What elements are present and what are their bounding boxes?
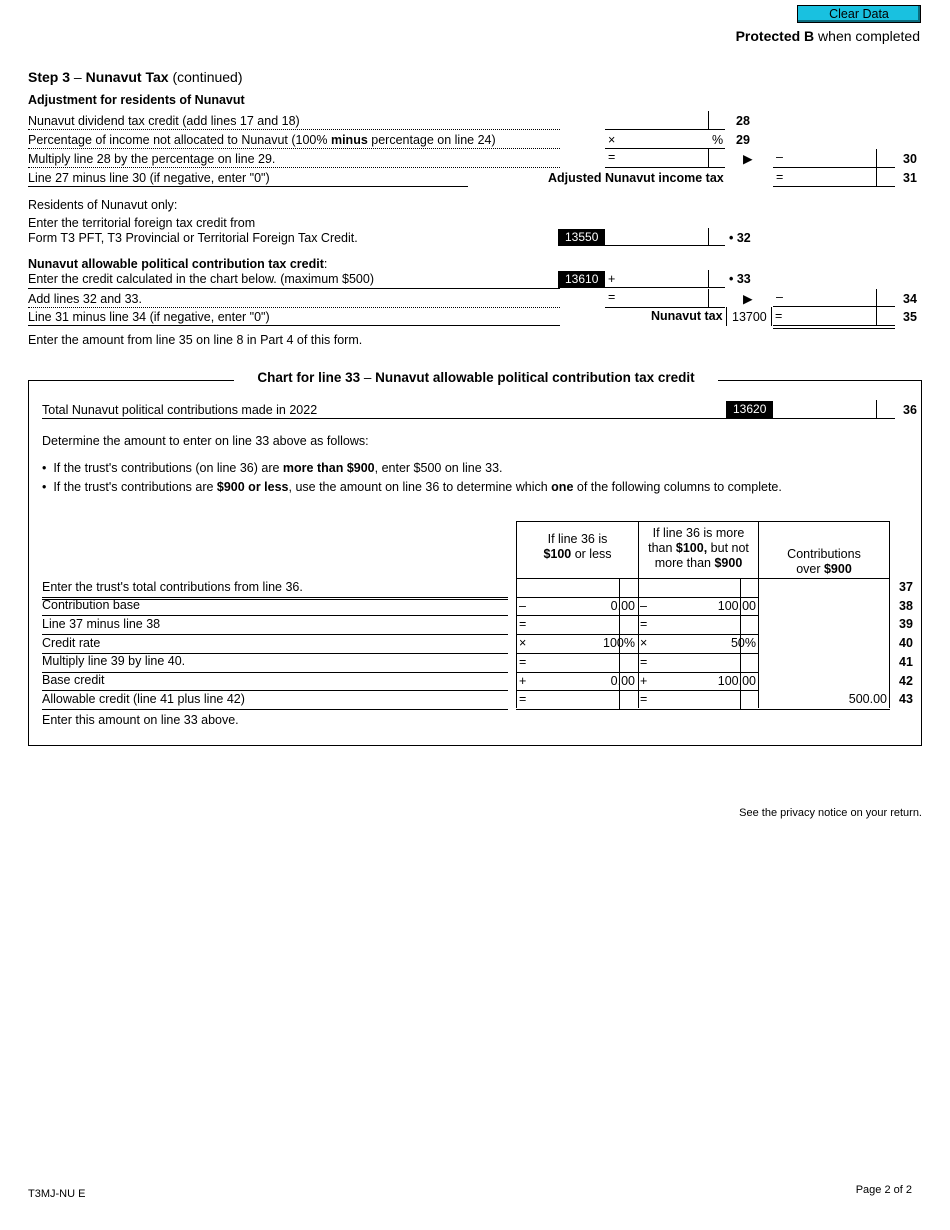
step-label: Step 3	[28, 69, 71, 85]
col2-a: If line 36 is more	[652, 526, 745, 540]
bullet-1-bold: more than $900	[282, 461, 375, 475]
line-36-label: Total Nunavut political contributions made in 2022	[42, 403, 318, 417]
line-29-text-bold: minus	[330, 133, 368, 147]
chart-line-number: 42	[899, 673, 913, 688]
column-3-value[interactable]: 500.00	[848, 692, 887, 707]
line-31-label: Line 27 minus line 30 (if negative, enter "0")	[28, 171, 270, 185]
row-underline	[42, 709, 508, 710]
line-number-28: 28	[736, 114, 750, 128]
equals-sign-34: =	[608, 290, 616, 304]
column-2-operator: ×	[640, 636, 648, 651]
cell-divider	[619, 579, 620, 598]
line-32-label-1: Enter the territorial foreign tax credit from	[28, 216, 256, 230]
bullet-1-a: If the trust's contributions (on line 36) are	[53, 461, 283, 475]
line-35-input[interactable]	[786, 308, 874, 324]
column-1-value[interactable]: 100%	[603, 636, 635, 651]
bullet-1-b: , enter $500 on line 33.	[374, 461, 503, 475]
chart-title	[234, 370, 718, 390]
nunavut-tax-caption: Nunavut tax	[651, 309, 723, 323]
chart-row-label: Enter the trust's total contributions from line 36.	[42, 579, 303, 594]
column-1-operator: –	[519, 598, 526, 613]
line-35-note: Enter the amount from line 35 on line 8 in Part 4 of this form.	[28, 333, 363, 347]
equals-sign-31: =	[776, 170, 784, 184]
chart-row-label: Multiply line 39 by line 40.	[42, 654, 186, 669]
line-number-30: 30	[903, 152, 917, 166]
step-dash: –	[70, 69, 86, 85]
cell-bottom-line	[516, 690, 758, 691]
line-number-29: 29	[736, 133, 750, 147]
col3-a: Contributions	[787, 547, 861, 561]
line-29-text-b: percentage on line 24)	[367, 133, 496, 147]
chart-line-number: 43	[899, 692, 913, 707]
chart-line-number: 37	[899, 580, 913, 594]
column-1-value[interactable]: 0.00	[610, 598, 635, 613]
line-number-36: 36	[903, 403, 917, 417]
column-header-1	[517, 532, 638, 562]
column-1-operator: =	[519, 692, 527, 707]
chart-row-label: Contribution base	[42, 598, 140, 613]
col3-bold: $900	[823, 562, 852, 576]
line-number-34: 34	[903, 292, 917, 306]
cell-bottom-line	[516, 597, 758, 598]
bullet-1: • If the trust's contributions (on line 36) are more than $900, enter $500 on line 33.	[42, 461, 503, 475]
line-29-text-a: Percentage of income not allocated to Nunavut (100%	[28, 133, 331, 147]
column-2-operator: =	[640, 654, 648, 669]
protected-notice	[736, 28, 920, 44]
column-2-value[interactable]: 100.00	[717, 673, 756, 688]
column-2-operator: +	[640, 673, 648, 688]
line-28-label: Nunavut dividend tax credit (add lines 17 and 18)	[28, 114, 300, 128]
row-underline	[42, 634, 508, 635]
column-1-operator: ×	[519, 636, 527, 651]
line-number-33: • 33	[729, 272, 751, 286]
column-2-operator: =	[640, 617, 648, 632]
determine-text: Determine the amount to enter on line 33 above as follows:	[42, 434, 369, 448]
chart-line-number: 41	[899, 654, 913, 669]
code-13550: 13550	[558, 229, 605, 246]
bullet-2-c: of the following columns to complete.	[573, 480, 782, 494]
table-bottom-line	[516, 709, 890, 710]
col1-a: If line 36 is	[547, 532, 608, 546]
cell-divider	[619, 691, 620, 710]
chart-row-label: Base credit	[42, 673, 105, 687]
adjustment-heading: Adjustment for residents of Nunavut	[28, 93, 245, 107]
times-sign: ×	[608, 133, 616, 147]
line-35-label: Line 31 minus line 34 (if negative, enter "0")	[28, 310, 270, 324]
protected-b-label: Protected B	[735, 28, 815, 44]
column-2-value[interactable]: 100.00	[717, 598, 756, 613]
column-2-operator: –	[640, 598, 647, 613]
line-33-heading-text: Nunavut allowable political contribution tax credit	[28, 257, 324, 271]
col1-bold: $100	[543, 547, 572, 561]
bullet-2-bold-2: one	[551, 480, 574, 494]
column-1-value[interactable]: 0.00	[610, 673, 635, 688]
line-33-input[interactable]	[618, 271, 706, 287]
line-33-label: Enter the credit calculated in the chart below. (maximum $500)	[28, 272, 375, 286]
column-header-2	[639, 526, 758, 571]
minus-sign: –	[776, 150, 783, 164]
adjusted-nunavut-income-tax-caption: Adjusted Nunavut income tax	[548, 171, 724, 185]
chart-title-b: Nunavut allowable political contribution tax credit	[375, 370, 695, 385]
step-continued: (continued)	[168, 69, 243, 85]
code-13700: 13700	[732, 310, 767, 324]
cell-bottom-line	[516, 615, 758, 616]
line-34-label: Add lines 32 and 33.	[28, 292, 142, 306]
cell-divider	[740, 616, 741, 635]
cell-divider	[619, 654, 620, 673]
cell-divider	[619, 616, 620, 635]
chart-row-label: Allowable credit (line 41 plus line 42)	[42, 691, 245, 706]
line-36-input[interactable]	[774, 401, 874, 417]
bullet-2-bold-1: $900 or less	[216, 480, 289, 494]
line-29-label	[28, 133, 496, 147]
col1-b: or less	[571, 547, 612, 561]
line-33-heading	[28, 257, 327, 271]
bullet-2-a: If the trust's contributions are	[53, 480, 217, 494]
cell-bottom-line	[516, 634, 758, 635]
col2-c: but not	[707, 541, 749, 555]
page-number: Page 2 of 2	[855, 1184, 912, 1196]
residents-heading: Residents of Nunavut only:	[28, 198, 178, 212]
row-underline	[42, 672, 508, 673]
column-1-operator: =	[519, 617, 527, 632]
privacy-notice: See the privacy notice on your return.	[739, 807, 922, 819]
code-13620: 13620	[726, 401, 773, 418]
line-32-input[interactable]	[608, 230, 706, 245]
col2-b: than	[648, 541, 676, 555]
column-1-operator: =	[519, 654, 527, 669]
minus-sign-34: –	[776, 290, 783, 304]
line-29-input[interactable]	[607, 130, 705, 148]
line-number-32: • 32	[729, 231, 751, 245]
code-13610: 13610	[558, 271, 605, 288]
column-header-3	[759, 547, 889, 577]
percent-sign: %	[712, 133, 724, 147]
chart-row-label: Line 37 minus line 38	[42, 616, 161, 631]
enter-amount-note: Enter this amount on line 33 above.	[42, 713, 239, 727]
bullet-2-b: , use the amount on line 36 to determine which	[288, 480, 552, 494]
cell-divider	[740, 691, 741, 710]
line-33-colon: :	[323, 257, 328, 271]
chart-title-a: Chart for line 33	[257, 370, 361, 385]
protected-suffix: when completed	[814, 28, 920, 44]
column-2-value[interactable]: 50%	[730, 636, 756, 651]
col2-bold-1: $100,	[675, 541, 708, 555]
line-number-31: 31	[903, 171, 917, 185]
cell-divider	[740, 654, 741, 673]
chart-line-number: 39	[899, 617, 913, 632]
cell-divider	[740, 579, 741, 598]
arrow-icon-34: ▶	[743, 292, 753, 306]
step-name: Nunavut Tax	[85, 69, 169, 85]
line-30-label: Multiply line 28 by the percentage on line 29.	[28, 152, 276, 166]
equals-sign-35: =	[775, 309, 783, 323]
column-2-operator: =	[640, 692, 648, 707]
line-32-label-2: Form T3 PFT, T3 Provincial or Territorial Foreign Tax Credit.	[28, 231, 358, 245]
col2-d: more than	[654, 556, 715, 570]
cell-bottom-line	[516, 672, 758, 673]
form-code: T3MJ-NU E	[28, 1188, 86, 1200]
chart-line-number: 38	[899, 598, 913, 613]
column-1-operator: +	[519, 673, 527, 688]
equals-sign: =	[608, 150, 616, 164]
col3-b: over	[796, 562, 824, 576]
arrow-icon: ▶	[743, 152, 753, 166]
chart-row-label: Credit rate	[42, 635, 101, 650]
clear-data-button[interactable]: Clear Data	[797, 5, 921, 23]
chart-title-dash: –	[360, 370, 376, 385]
col2-bold-2: $900	[714, 556, 743, 570]
plus-sign: +	[608, 272, 616, 286]
step-title	[28, 69, 243, 85]
bullet-2: • If the trust's contributions are $900 or less, use the amount on line 36 to determine which one of the following columns to complete.	[42, 480, 782, 494]
line-number-35: 35	[903, 310, 917, 324]
chart-line-number: 40	[899, 636, 913, 651]
cell-bottom-line	[516, 653, 758, 654]
